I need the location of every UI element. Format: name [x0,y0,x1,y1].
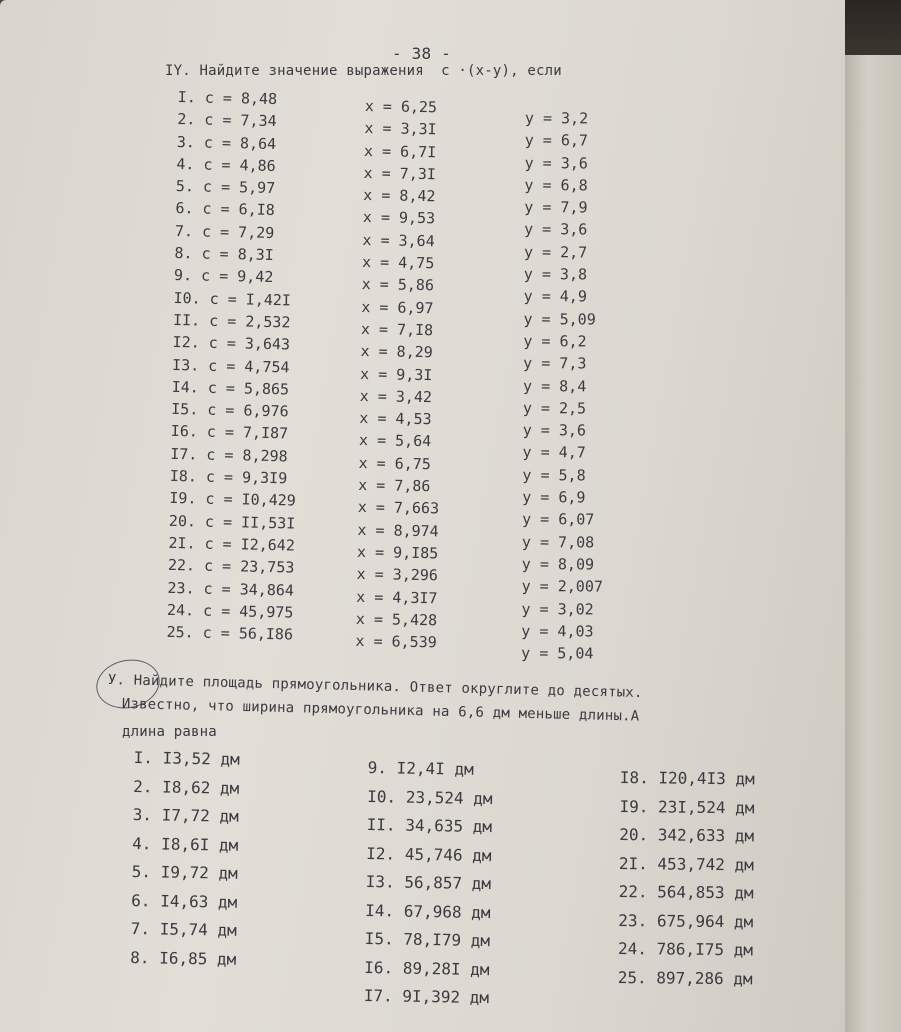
y-value-item: y = 3,6 [522,421,587,440]
x-value-item: x = 4,53 [359,409,432,429]
y-value-item: y = 5,8 [522,465,586,485]
length-item: 8. I6,85 дм [130,947,237,969]
c-value-item: 4. c = 4,86 [176,154,276,175]
length-item: I7. 9I,392 дм [363,985,490,1008]
x-value-item: x = 5,64 [358,431,432,451]
x-value-item: x = 4,3I7 [356,587,438,607]
y-value-item: y = 2,7 [523,242,588,262]
x-value-item: x = 5,428 [355,609,438,630]
c-value-item: I6. c = 7,I87 [170,422,289,443]
x-value-item: x = 3,42 [359,386,433,407]
y-value-item: y = 6,7 [524,131,589,150]
y-value-item: y = 3,2 [524,108,589,128]
y-value-item: y = 7,3 [523,354,587,373]
c-value-item: 22. c = 23,753 [167,556,295,577]
lengths-column-2 [364,754,494,1013]
x-value-item: x = 7,663 [357,498,440,518]
length-item: II. 34,635 дм [366,814,493,837]
x-value-item: x = 6,25 [364,96,438,117]
c-value-item: I0. c = I,42I [173,288,292,310]
page-number: - 38 - [392,44,451,63]
x-value-item: x = 9,53 [362,208,436,228]
y-value-item: y = 4,7 [522,443,586,462]
y-values-column [521,107,606,665]
x-value-item: x = 6,97 [361,297,434,317]
c-value-item: 3. c = 8,64 [176,132,277,153]
y-value-item: y = 3,8 [523,265,588,284]
y-value-item: y = 3,6 [524,153,588,173]
length-item: 23. 675,964 дм [618,910,754,931]
y-value-item: y = 8,09 [521,554,595,574]
y-value-item: y = 5,04 [521,644,594,663]
c-value-item: 24. c = 45,975 [166,600,294,622]
y-value-item: y = 4,03 [521,621,594,641]
c-value-item: 23. c = 34,864 [167,578,295,600]
c-value-item: I9. c = I0,429 [169,489,296,510]
c-value-item: 9. c = 9,42 [173,266,274,287]
y-value-item: y = 7,08 [521,532,595,552]
length-item: I4. 67,968 дм [365,900,491,922]
c-value-item: I7. c = 8,298 [170,444,288,466]
x-value-item: x = 4,75 [361,253,435,273]
y-value-item: y = 2,5 [522,398,587,418]
length-item: I8. I20,4I3 дм [619,767,755,789]
c-value-item: I. c = 8,48 [177,87,278,109]
c-value-item: 20. c = II,53I [168,511,296,533]
c-value-item: 25. c = 56,I86 [166,623,294,644]
length-item: I9. 23I,524 дм [619,796,755,817]
y-value-item: y = 5,09 [523,309,596,329]
length-item: 24. 786,I75 дм [617,938,754,960]
section5-heading-line1: У. Найдите площадь прямоугольника. Ответ округлите до десятых. [107,672,643,702]
length-item: 3. I7,72 дм [132,804,239,826]
x-value-item: x = 3,3I [364,119,437,139]
y-value-item: y = 6,9 [522,488,586,507]
x-value-item: x = 7,I8 [360,319,434,340]
c-value-item: II. c = 2,532 [172,310,291,332]
y-value-item: y = 4,9 [523,287,587,306]
x-value-item: x = 6,7I [363,141,437,161]
y-value-item: y = 3,02 [521,599,594,619]
x-value-item: x = 6,539 [355,632,437,652]
x-value-item: x = 8,42 [363,186,436,206]
c-value-item: I8. c = 9,3I9 [169,466,288,488]
x-value-item: x = 5,86 [361,275,435,295]
c-value-item: I4. c = 5,865 [171,377,290,399]
c-values-column [166,86,304,646]
length-item: I2. 45,746 дм [366,843,492,865]
length-item: 9. I2,4I дм [367,757,474,779]
length-item: 2I. 453,742 дм [618,853,754,874]
length-item: I3. 56,857 дм [365,871,492,894]
section5-heading-line2: Известно, что ширина прямоугольника на 6,6 дм меньше длины.А [121,696,640,725]
y-value-item: y = 8,4 [522,376,587,395]
c-value-item: I5. c = 6,976 [171,400,289,421]
length-item: 25. 897,286 дм [617,967,753,988]
c-value-item: I3. c = 4,754 [171,355,290,376]
length-item: I. I3,52 дм [133,747,240,769]
length-item: 2. I8,62 дм [133,776,240,798]
y-value-item: y = 6,07 [522,510,595,529]
x-values-column [355,95,446,654]
x-value-item: x = 9,I85 [356,542,439,563]
y-value-item: y = 3,6 [524,220,588,239]
x-value-item: x = 7,3I [363,163,437,184]
length-item: 4. I8,6I дм [132,833,239,855]
c-value-item: 2. c = 7,34 [177,110,277,131]
y-value-item: y = 7,9 [524,198,588,217]
c-value-item: 5. c = 5,97 [175,177,276,198]
length-item: I0. 23,524 дм [367,786,493,808]
c-value-item: I2. c = 3,643 [172,333,291,354]
x-value-item: x = 7,86 [358,475,431,496]
next-page-edge [845,55,901,1032]
length-item: I5. 78,I79 дм [364,928,491,951]
c-value-item: 8. c = 8,3I [174,244,275,265]
c-value-item: 2I. c = I2,642 [168,533,296,555]
x-value-item: x = 9,3I [359,364,433,384]
y-value-item: y = 6,2 [523,331,587,351]
x-value-item: x = 8,29 [360,342,433,362]
y-value-item: y = 6,8 [524,175,588,195]
length-item: 6. I4,63 дм [131,890,238,912]
section4-heading: IY. Найдите значение выражения c ·(x-y), если [165,63,562,79]
x-value-item: x = 8,974 [357,520,439,540]
length-item: 20. 342,633 дм [619,824,755,846]
y-value-item: y = 2,007 [521,577,603,596]
length-item: 22. 564,853 дм [618,881,754,903]
x-value-item: x = 3,64 [362,230,435,251]
c-value-item: 7. c = 7,29 [174,221,275,242]
length-item: 5. I9,72 дм [131,861,238,883]
length-item: 7. I5,74 дм [130,918,237,940]
c-value-item: 6. c = 6,I8 [175,199,275,220]
x-value-item: x = 3,296 [356,565,439,585]
length-item: I6. 89,28I дм [364,957,490,979]
section5-heading-line3: длина равна [122,724,217,740]
lengths-column-3 [618,764,755,993]
x-value-item: x = 6,75 [358,453,431,473]
lengths-column-1 [130,744,240,974]
